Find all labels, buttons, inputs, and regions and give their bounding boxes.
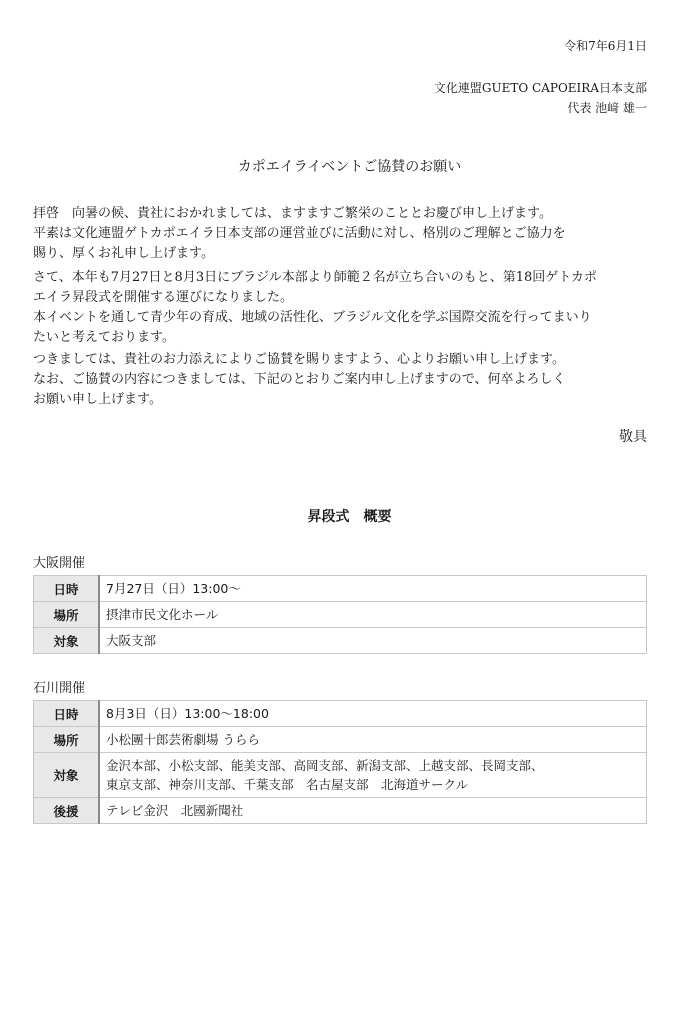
sender-block (434, 78, 647, 118)
row-value-datetime: 7月27日（日）13:00〜 (99, 576, 647, 602)
table-row (34, 727, 647, 753)
table-row (34, 701, 647, 727)
table-row (34, 576, 647, 602)
row-label-datetime: 日時 (34, 576, 100, 602)
ishikawa-info-table (33, 700, 647, 824)
table-row (34, 602, 647, 628)
row-label-venue: 場所 (34, 602, 100, 628)
letter-date: 令和7年6月1日 (564, 39, 647, 53)
row-value-sponsor: テレビ金沢 北國新聞社 (99, 798, 647, 824)
body-paragraph-greeting: 拝啓 向暑の候、貴社におかれましては、ますますご繁栄のこととお慶び申し上げます。 平素は文化連盟ゲトカポエイラ日本支部の運営並びに活動に対し、格別のご理解とご協力を 賜り、厚くお礼申し上げます。 (33, 206, 566, 261)
row-label-venue: 場所 (34, 727, 100, 753)
row-label-target: 対象 (34, 628, 100, 654)
table-row (34, 798, 647, 824)
sender-representative: 代表 池﨑 雄一 (567, 101, 647, 115)
body-paragraph-event: さて、本年も7月27日と8月3日にブラジル本部より師範２名が立ち合いのもと、第18回ゲトカポ エイラ昇段式を開催する運びになりました。 本イベントを通して青少年の育成、地域の活性化、ブラジル文化を学ぶ国際交流を行ってまいり たいと考えております。 (33, 270, 597, 345)
letter-title: カポエイライベントご協賛のお願い (237, 159, 462, 175)
row-value-venue: 摂津市民文化ホール (99, 602, 647, 628)
body-paragraph-request: つきましては、貴社のお力添えによりご協賛を賜りますよう、心よりお願い申し上げます。 なお、ご協賛の内容につきましては、下記のとおりご案内申し上げますので、何卒よろしく お願い申し上げます。 (33, 352, 566, 407)
row-value-datetime: 8月3日（日）13:00〜18:00 (99, 701, 647, 727)
row-value-target: 金沢本部、小松支部、能美支部、高岡支部、新潟支部、上越支部、長岡支部、 東京支部、神奈川支部、千葉支部 名古屋支部 北海道サークル (99, 753, 647, 798)
osaka-info-table (33, 575, 647, 654)
row-value-target: 大阪支部 (99, 628, 647, 654)
ishikawa-heading: 石川開催 (33, 681, 86, 696)
row-label-datetime: 日時 (34, 701, 100, 727)
overview-title: 昇段式 概要 (307, 509, 392, 525)
table-row (34, 628, 647, 654)
letter-closing: 敬具 (619, 429, 647, 445)
sender-organization: 文化連盟GUETO CAPOEIRA日本支部 (433, 81, 647, 95)
row-value-venue: 小松團十郎芸術劇場 うらら (99, 727, 647, 753)
osaka-heading: 大阪開催 (33, 556, 86, 571)
row-label-sponsor: 後援 (34, 798, 100, 824)
row-label-target: 対象 (34, 753, 100, 798)
table-row (34, 753, 647, 798)
